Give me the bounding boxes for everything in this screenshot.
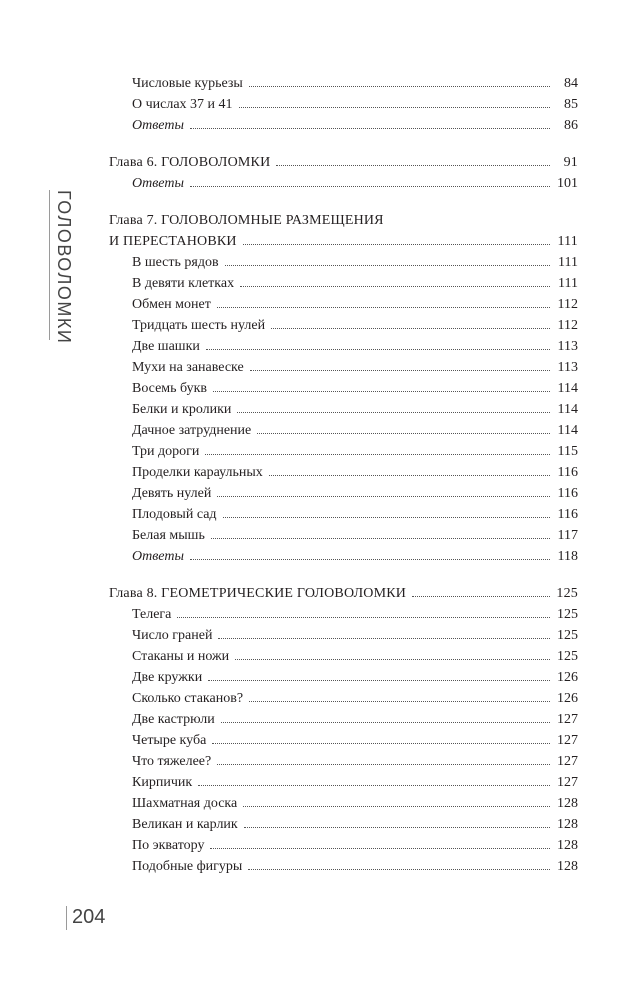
- side-divider: [49, 190, 50, 340]
- dot-leader: [217, 760, 550, 765]
- toc-entry[interactable]: [109, 751, 578, 772]
- chapter-title: Глава 8. ГЕОМЕТРИЧЕСКИЕ ГОЛОВОЛОМКИ: [109, 586, 407, 601]
- toc-entry-title: Кирпичик: [132, 775, 193, 790]
- toc-entry[interactable]: [109, 399, 578, 420]
- toc-entry-title: Числовые курьезы: [132, 76, 243, 91]
- toc-entry-page: 126: [557, 670, 578, 685]
- toc-entry-page: 111: [558, 255, 578, 270]
- dot-leader: [198, 781, 550, 786]
- toc-entry[interactable]: [109, 336, 578, 357]
- dot-leader: [218, 634, 550, 639]
- toc-entry-page: 112: [557, 318, 578, 333]
- toc-entry[interactable]: [109, 646, 578, 667]
- dot-leader: [208, 676, 550, 681]
- toc-entry[interactable]: [109, 793, 578, 814]
- toc-entry-page: 111: [558, 276, 578, 291]
- dot-leader: [244, 823, 550, 828]
- toc-entry-page: 84: [564, 76, 578, 91]
- toc-entry-title: Плодовый сад: [132, 507, 217, 522]
- table-of-contents: [109, 73, 578, 877]
- dot-leader: [217, 492, 550, 497]
- toc-entry-title: Ответы: [132, 549, 184, 564]
- toc-entry-title: Мухи на занавеске: [132, 360, 244, 375]
- toc-entry-title: Две кружки: [132, 670, 203, 685]
- toc-entry[interactable]: [109, 315, 578, 336]
- dot-leader: [223, 513, 550, 518]
- dot-leader: [276, 161, 550, 166]
- toc-entry-title: Ответы: [132, 118, 184, 133]
- dot-leader: [210, 844, 550, 849]
- toc-entry-title: Тридцать шесть нулей: [132, 318, 266, 333]
- toc-entry-page: 125: [557, 649, 578, 664]
- toc-entry-page: 114: [557, 402, 578, 417]
- toc-entry-title: По экватору: [132, 838, 205, 853]
- toc-entry-page: 126: [557, 691, 578, 706]
- toc-entry-page: 127: [557, 733, 578, 748]
- running-head-vertical: ГОЛОВОЛОМКИ: [54, 190, 74, 345]
- toc-entry-title: Что тяжелее?: [132, 754, 212, 769]
- toc-entry[interactable]: [109, 357, 578, 378]
- toc-entry-title: Четыре куба: [132, 733, 207, 748]
- toc-entry-title: Восемь букв: [132, 381, 208, 396]
- toc-entry-title: Шахматная доска: [132, 796, 238, 811]
- dot-leader: [217, 303, 550, 308]
- toc-entry-page: 128: [557, 838, 578, 853]
- toc-entry-page: 128: [557, 817, 578, 832]
- toc-entry-title: Белки и кролики: [132, 402, 232, 417]
- toc-entry-page: 113: [557, 360, 578, 375]
- dot-leader: [249, 697, 550, 702]
- dot-leader: [206, 345, 550, 350]
- chapter-7-title-line1: Глава 7. ГОЛОВОЛОМНЫЕ РАЗМЕЩЕНИЯ: [109, 213, 384, 228]
- dot-leader: [248, 865, 550, 870]
- dot-leader: [243, 802, 550, 807]
- chapter-title: И ПЕРЕСТАНОВКИ: [109, 234, 237, 249]
- toc-entry[interactable]: [109, 856, 578, 877]
- toc-entry[interactable]: [109, 378, 578, 399]
- chapter-page: 125: [556, 586, 578, 601]
- dot-leader: [205, 450, 550, 455]
- toc-entry-page: 125: [557, 628, 578, 643]
- dot-leader: [221, 718, 550, 723]
- toc-entry-page: 128: [557, 796, 578, 811]
- dot-leader: [412, 592, 550, 597]
- dot-leader: [190, 124, 550, 129]
- toc-entry-title: О числах 37 и 41: [132, 97, 233, 112]
- toc-entry-page: 114: [557, 423, 578, 438]
- toc-chapter-8[interactable]: [109, 583, 578, 604]
- toc-entry-page: 118: [557, 549, 578, 564]
- toc-entry-title: Девять нулей: [132, 486, 212, 501]
- toc-entry[interactable]: [109, 525, 578, 546]
- toc-entry-page: 116: [557, 465, 578, 480]
- toc-entry[interactable]: [109, 604, 578, 625]
- toc-entry-page: 127: [557, 712, 578, 727]
- dot-leader: [190, 182, 550, 187]
- toc-entry-title: Сколько стаканов?: [132, 691, 244, 706]
- dot-leader: [240, 282, 550, 287]
- toc-entry-title: Две кастрюли: [132, 712, 215, 727]
- toc-entry[interactable]: [109, 483, 578, 504]
- toc-entry-page: 116: [557, 507, 578, 522]
- chapter-page: 111: [557, 234, 578, 249]
- dot-leader: [271, 324, 550, 329]
- toc-entry-page: 127: [557, 775, 578, 790]
- toc-entry-page: 85: [564, 97, 578, 112]
- dot-leader: [177, 613, 550, 618]
- dot-leader: [269, 471, 550, 476]
- toc-entry-title: Белая мышь: [132, 528, 205, 543]
- toc-entry-page: 114: [557, 381, 578, 396]
- toc-entry[interactable]: [109, 730, 578, 751]
- chapter-page: 91: [563, 155, 578, 170]
- toc-entry-answers[interactable]: [109, 546, 578, 567]
- toc-entry-page: 113: [557, 339, 578, 354]
- toc-entry[interactable]: [109, 709, 578, 730]
- toc-entry-answers[interactable]: [109, 115, 578, 136]
- toc-entry-title: В девяти клетках: [132, 276, 235, 291]
- toc-entry-page: 101: [557, 176, 578, 191]
- toc-entry-title: Три дороги: [132, 444, 200, 459]
- toc-entry-title: Обмен монет: [132, 297, 211, 312]
- toc-entry-title: В шесть рядов: [132, 255, 219, 270]
- toc-entry[interactable]: [109, 504, 578, 525]
- dot-leader: [250, 366, 550, 371]
- toc-entry-title: Дачное затруднение: [132, 423, 252, 438]
- dot-leader: [257, 429, 550, 434]
- folio-divider: [66, 906, 67, 930]
- toc-entry[interactable]: [109, 73, 578, 94]
- toc-entry[interactable]: [109, 420, 578, 441]
- toc-entry[interactable]: [109, 273, 578, 294]
- toc-entry-title: Проделки караульных: [132, 465, 263, 480]
- toc-entry[interactable]: [109, 462, 578, 483]
- toc-chapter-7[interactable]: [109, 231, 578, 252]
- toc-entry-title: Стаканы и ножи: [132, 649, 230, 664]
- page-number: 204: [72, 906, 106, 928]
- toc-entry-page: 112: [557, 297, 578, 312]
- toc-entry-title: Подобные фигуры: [132, 859, 243, 874]
- dot-leader: [213, 387, 550, 392]
- toc-entry[interactable]: [109, 835, 578, 856]
- toc-entry[interactable]: [109, 772, 578, 793]
- toc-entry-answers[interactable]: [109, 173, 578, 194]
- toc-chapter-6[interactable]: [109, 152, 578, 173]
- toc-entry[interactable]: [109, 625, 578, 646]
- toc-entry[interactable]: [109, 94, 578, 115]
- chapter-title: Глава 6. ГОЛОВОЛОМКИ: [109, 155, 271, 170]
- toc-entry-page: 125: [557, 607, 578, 622]
- toc-entry-title: Две шашки: [132, 339, 200, 354]
- toc-entry[interactable]: [109, 294, 578, 315]
- toc-entry-title: Телега: [132, 607, 172, 622]
- toc-entry-page: 86: [564, 118, 578, 133]
- dot-leader: [212, 739, 550, 744]
- toc-entry-page: 115: [557, 444, 578, 459]
- dot-leader: [243, 240, 550, 245]
- toc-entry[interactable]: [109, 252, 578, 273]
- dot-leader: [190, 555, 550, 560]
- toc-entry[interactable]: [109, 441, 578, 462]
- toc-entry-page: 117: [557, 528, 578, 543]
- toc-entry-title: Ответы: [132, 176, 184, 191]
- dot-leader: [249, 82, 550, 87]
- dot-leader: [211, 534, 550, 539]
- toc-entry-page: 128: [557, 859, 578, 874]
- toc-entry-title: Великан и карлик: [132, 817, 238, 832]
- dot-leader: [235, 655, 550, 660]
- toc-entry-page: 116: [557, 486, 578, 501]
- dot-leader: [225, 261, 550, 266]
- toc-entry[interactable]: [109, 688, 578, 709]
- toc-entry[interactable]: [109, 667, 578, 688]
- dot-leader: [239, 103, 550, 108]
- toc-entry[interactable]: [109, 814, 578, 835]
- dot-leader: [237, 408, 550, 413]
- toc-entry-page: 127: [557, 754, 578, 769]
- toc-entry-title: Число граней: [132, 628, 213, 643]
